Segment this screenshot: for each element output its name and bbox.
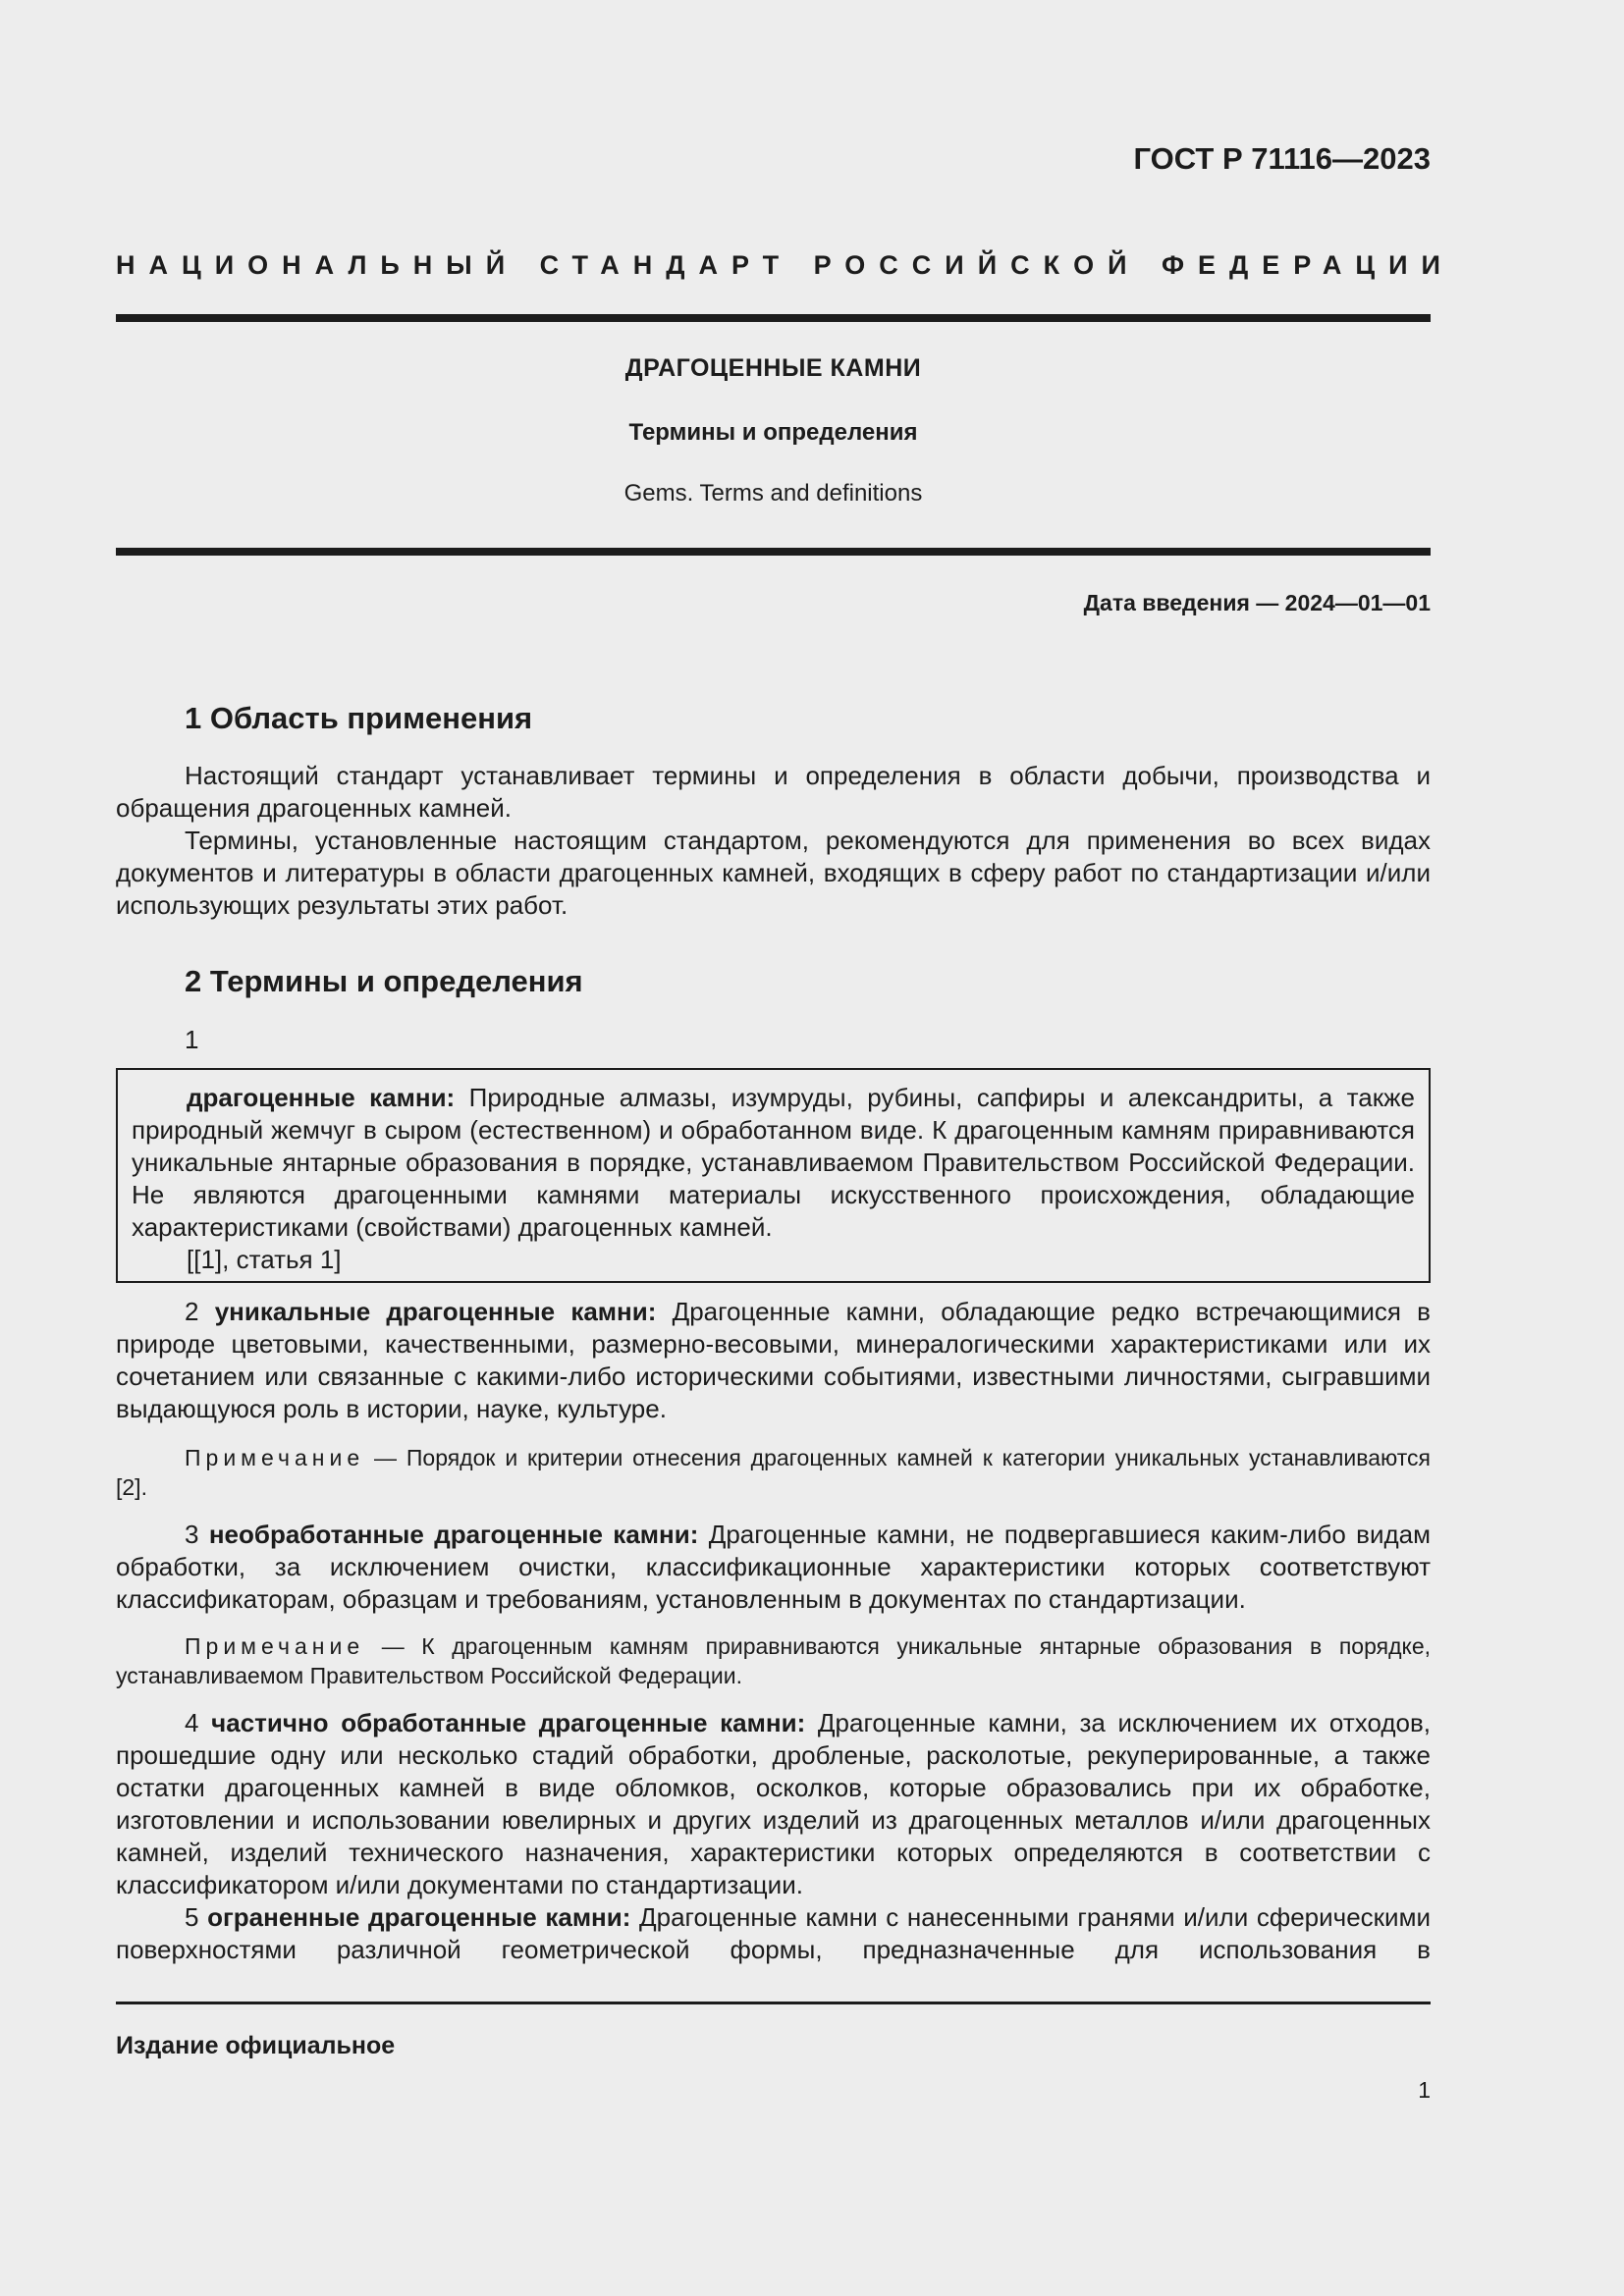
term-1-name: драгоценные камни: bbox=[187, 1083, 456, 1112]
term-2-note bbox=[116, 1443, 1431, 1502]
term-1-number: 1 bbox=[185, 1025, 199, 1054]
term-3-note-label: Примечание bbox=[185, 1633, 365, 1659]
term-4-definition: Драгоценные камни, за исключением их отходов, прошедшие одну или несколько стадий обработки, дробленые, расколотые, рекуперированные, а также остатки драгоценных камней в виде обломков, осколков, которые образовались при их обработке, изготовлении и использовании ювелирных и других изделий из драгоценных металлов и/или драгоценных камней, изделий технического назначения, характеристики которых определяются в соответствии с классификатором и/или документами по стандартизации. bbox=[116, 1708, 1431, 1899]
national-standard-banner: НАЦИОНАЛЬНЫЙ СТАНДАРТ РОССИЙСКОЙ ФЕДЕРАЦИИ bbox=[116, 250, 1454, 280]
term-3 bbox=[116, 1519, 1431, 1616]
term-2-definition: Драгоценные камни, обладающие редко встречающимися в природе цветовыми, качественными, размерно-весовыми, минералогическими характеристиками или их сочетанием или связанные с какими-либо историческими событиями, известными личностями, сыгравшими выдающуюся роль в истории, науке, культуре. bbox=[116, 1297, 1431, 1423]
document-code: ГОСТ Р 71116—2023 bbox=[1133, 141, 1431, 176]
document-title-english: Gems. Terms and definitions bbox=[623, 480, 923, 507]
edition-label: Издание официальное bbox=[116, 2032, 396, 2059]
term-2-note-label: Примечание bbox=[185, 1445, 365, 1470]
term-3-name: необработанные драгоценные камни: bbox=[208, 1520, 699, 1549]
term-3-entry bbox=[116, 1519, 1431, 1616]
footer-rule bbox=[116, 2002, 1431, 2004]
term-1-entry bbox=[132, 1082, 1415, 1244]
term-2-entry bbox=[116, 1296, 1431, 1425]
page-number: 1 bbox=[1418, 2077, 1431, 2103]
term-5-number: 5 bbox=[185, 1902, 199, 1932]
section-1-paragraph-2: Термины, установленные настоящим стандартом, рекомендуются для применения во всех видах документов и литературы в области драгоценных камней, входящих в сферу работ по стандартизации и/или использующих результаты этих работ. bbox=[116, 826, 1431, 920]
term-1-source: [[1], статья 1] bbox=[187, 1245, 342, 1274]
term-5-name: ограненные драгоценные камни: bbox=[207, 1902, 631, 1932]
term-1-box bbox=[116, 1068, 1431, 1283]
section-1-paragraph-1: Настоящий стандарт устанавливает термины и определения в области добычи, производства и обращения драгоценных камней. bbox=[116, 761, 1431, 823]
term-2-note-text: — Порядок и критерии отнесения драгоценных камней к категории уникальных устанавливаются [2]. bbox=[116, 1445, 1431, 1500]
header-rule bbox=[116, 314, 1431, 322]
document-subtitle: Термины и определения bbox=[628, 419, 918, 446]
introduction-date: Дата введения — 2024—01—01 bbox=[1083, 590, 1431, 615]
term-4-number: 4 bbox=[185, 1708, 199, 1737]
term-1-definition: Природные алмазы, изумруды, рубины, сапфиры и александриты, а также природный жемчуг в сыром (естественном) и обработанном виде. К драгоценным камням приравниваются уникальные янтарные образования в порядке, устанавливаемом Правительством Российской Федерации. Не являются драгоценными камнями материалы искусственного происхождения, обладающие характеристиками (свойствами) драгоценных камней. bbox=[132, 1083, 1415, 1242]
section-1-heading: 1 Область применения bbox=[185, 701, 533, 735]
term-2 bbox=[116, 1296, 1431, 1425]
term-4-entry bbox=[116, 1707, 1431, 1901]
term-2-number: 2 bbox=[185, 1297, 199, 1326]
title-rule bbox=[116, 548, 1431, 556]
term-5-definition: Драгоценные камни с нанесенными гранями и/или сферическими поверхностями различной геометрической формы, предназначенные для использования в bbox=[116, 1902, 1431, 1964]
term-2-name: уникальные драгоценные камни: bbox=[214, 1297, 657, 1326]
term-3-number: 3 bbox=[185, 1520, 199, 1549]
document-title: ДРАГОЦЕННЫЕ КАМНИ bbox=[624, 354, 922, 382]
section-1-body bbox=[116, 760, 1431, 922]
term-4-and-5 bbox=[116, 1707, 1431, 1966]
term-4-name: частично обработанные драгоценные камни: bbox=[211, 1708, 806, 1737]
term-5-entry bbox=[116, 1901, 1431, 1966]
term-3-note bbox=[116, 1631, 1431, 1690]
section-2-heading: 2 Термины и определения bbox=[185, 964, 583, 998]
term-3-note-text: — К драгоценным камням приравниваются уникальные янтарные образования в порядке, устанавливаемом Правительством Российской Федерации. bbox=[116, 1633, 1431, 1688]
term-3-definition: Драгоценные камни, не подвергавшиеся каким-либо видам обработки, за исключением очистки, классификационные характеристики которых соответствуют классификаторам, образцам и требованиям, установленным в документах по стандартизации. bbox=[116, 1520, 1431, 1614]
